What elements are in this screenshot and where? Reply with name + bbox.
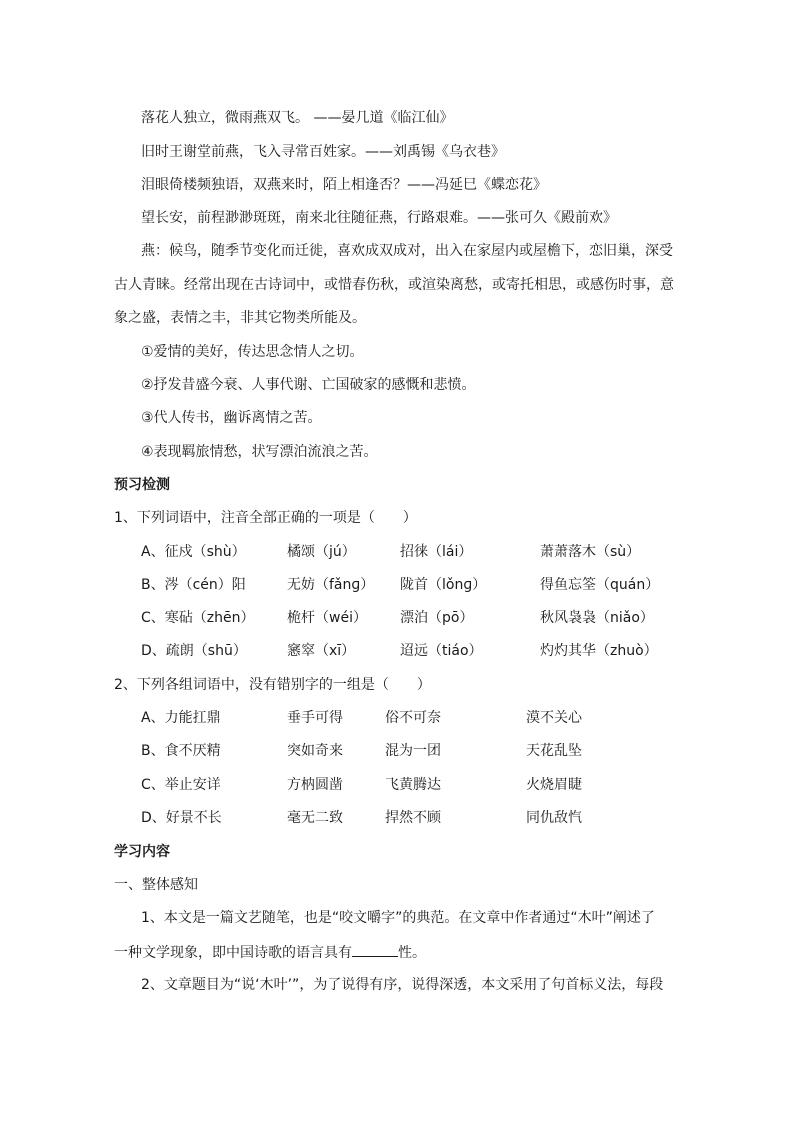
option-cell: D、疏朗（shū） [141, 643, 247, 659]
paragraph-line: 象之盛，表情之丰，非其它物类所能及。 [114, 310, 366, 326]
option-cell: D、好景不长 [141, 810, 222, 826]
option-cell: B、涔（cén）阳 [141, 577, 246, 593]
poem-line: 落花人独立，微雨燕双飞。 ——晏几道《临江仙》 [141, 110, 454, 126]
option-cell: 同仇敌忾 [526, 810, 582, 826]
option-cell: 萧萧落木（sù） [540, 544, 641, 560]
meaning-item: ③代人传书，幽诉离情之苦。 [141, 410, 322, 426]
option-cell: 垂手可得 [287, 710, 343, 726]
fill-in-blank[interactable] [352, 942, 398, 957]
item-text-after-blank: 性。 [398, 945, 426, 961]
option-cell: 窸窣（xī） [287, 643, 356, 659]
paragraph-line: 古人青睐。经常出现在古诗词中，或惜春伤秋，或渲染离愁，或寄托相思，或感伤时事，意 [114, 277, 674, 293]
option-cell: 迢远（tiáo） [400, 643, 483, 659]
option-cell: B、食不厌精 [141, 743, 221, 759]
item-line-with-blank [114, 942, 426, 963]
option-cell: 桅杆（wéi） [287, 610, 367, 626]
option-cell: 火烧眉睫 [526, 777, 582, 793]
poem-line: 旧时王谢堂前燕，飞入寻常百姓家。——刘禹锡《乌衣巷》 [141, 144, 505, 160]
option-cell: 毫无二致 [287, 810, 343, 826]
option-cell: 得鱼忘筌（quán） [540, 577, 660, 593]
section-heading: 学习内容 [114, 844, 170, 860]
option-cell: 陇首（lǒnɡ） [400, 577, 487, 593]
item-text-before-blank: 一种文学现象，即中国诗歌的语言具有 [114, 945, 352, 961]
option-cell: 无妨（fǎnɡ） [287, 577, 375, 593]
item-line: 2、文章题目为“说‘木叶’”，为了说得有序，说得深透，本文采用了句首标义法，每段 [141, 977, 664, 993]
subsection-heading: 一、整体感知 [114, 877, 198, 893]
poem-line: 望长安，前程渺渺斑斑，南来北往随征燕，行路艰难。——张可久《殿前欢》 [141, 210, 617, 226]
option-cell: C、举止安详 [141, 777, 221, 793]
option-cell: 橘颂（jú） [287, 544, 356, 560]
option-cell: 方枘圆凿 [287, 777, 343, 793]
meaning-item: ④表现羁旅情愁，状写漂泊流浪之苦。 [141, 444, 378, 460]
question-stem: 2、下列各组词语中，没有错别字的一组是（ ） [114, 677, 431, 693]
meaning-item: ②抒发昔盛今衰、人事代谢、亡国破家的感慨和悲愤。 [141, 377, 476, 393]
option-cell: 捍然不顾 [385, 810, 441, 826]
option-cell: 天花乱坠 [526, 743, 582, 759]
paragraph-line: 燕：候鸟，随季节变化而迁徙，喜欢成双成对，出入在家屋内或屋檐下，恋旧巢，深受 [141, 243, 673, 259]
option-cell: 混为一团 [385, 743, 441, 759]
section-heading: 预习检测 [114, 477, 170, 493]
option-cell: 秋风袅袅（niǎo） [540, 610, 654, 626]
option-cell: 突如奇来 [287, 743, 343, 759]
poem-line: 泪眼倚楼频独语，双燕来时，陌上相逢否？——冯延巳《蝶恋花》 [141, 177, 547, 193]
option-cell: 招徕（lái） [400, 544, 473, 560]
option-cell: 俗不可奈 [385, 710, 441, 726]
option-cell: 漂泊（pō） [400, 610, 474, 626]
item-line: 1、本文是一篇文艺随笔，也是“咬文嚼字”的典范。在文章中作者通过“木叶”阐述了 [141, 910, 655, 926]
option-cell: A、力能扛鼎 [141, 710, 221, 726]
option-cell: 飞黄腾达 [385, 777, 441, 793]
question-stem: 1、下列词语中，注音全部正确的一项是（ ） [114, 510, 417, 526]
option-cell: A、征戍（shù） [141, 544, 246, 560]
option-cell: C、寒砧（zhēn） [141, 610, 255, 626]
option-cell: 漠不关心 [526, 710, 582, 726]
option-cell: 灼灼其华（zhuò） [540, 643, 658, 659]
meaning-item: ①爱情的美好，传达思念情人之切。 [141, 344, 364, 360]
